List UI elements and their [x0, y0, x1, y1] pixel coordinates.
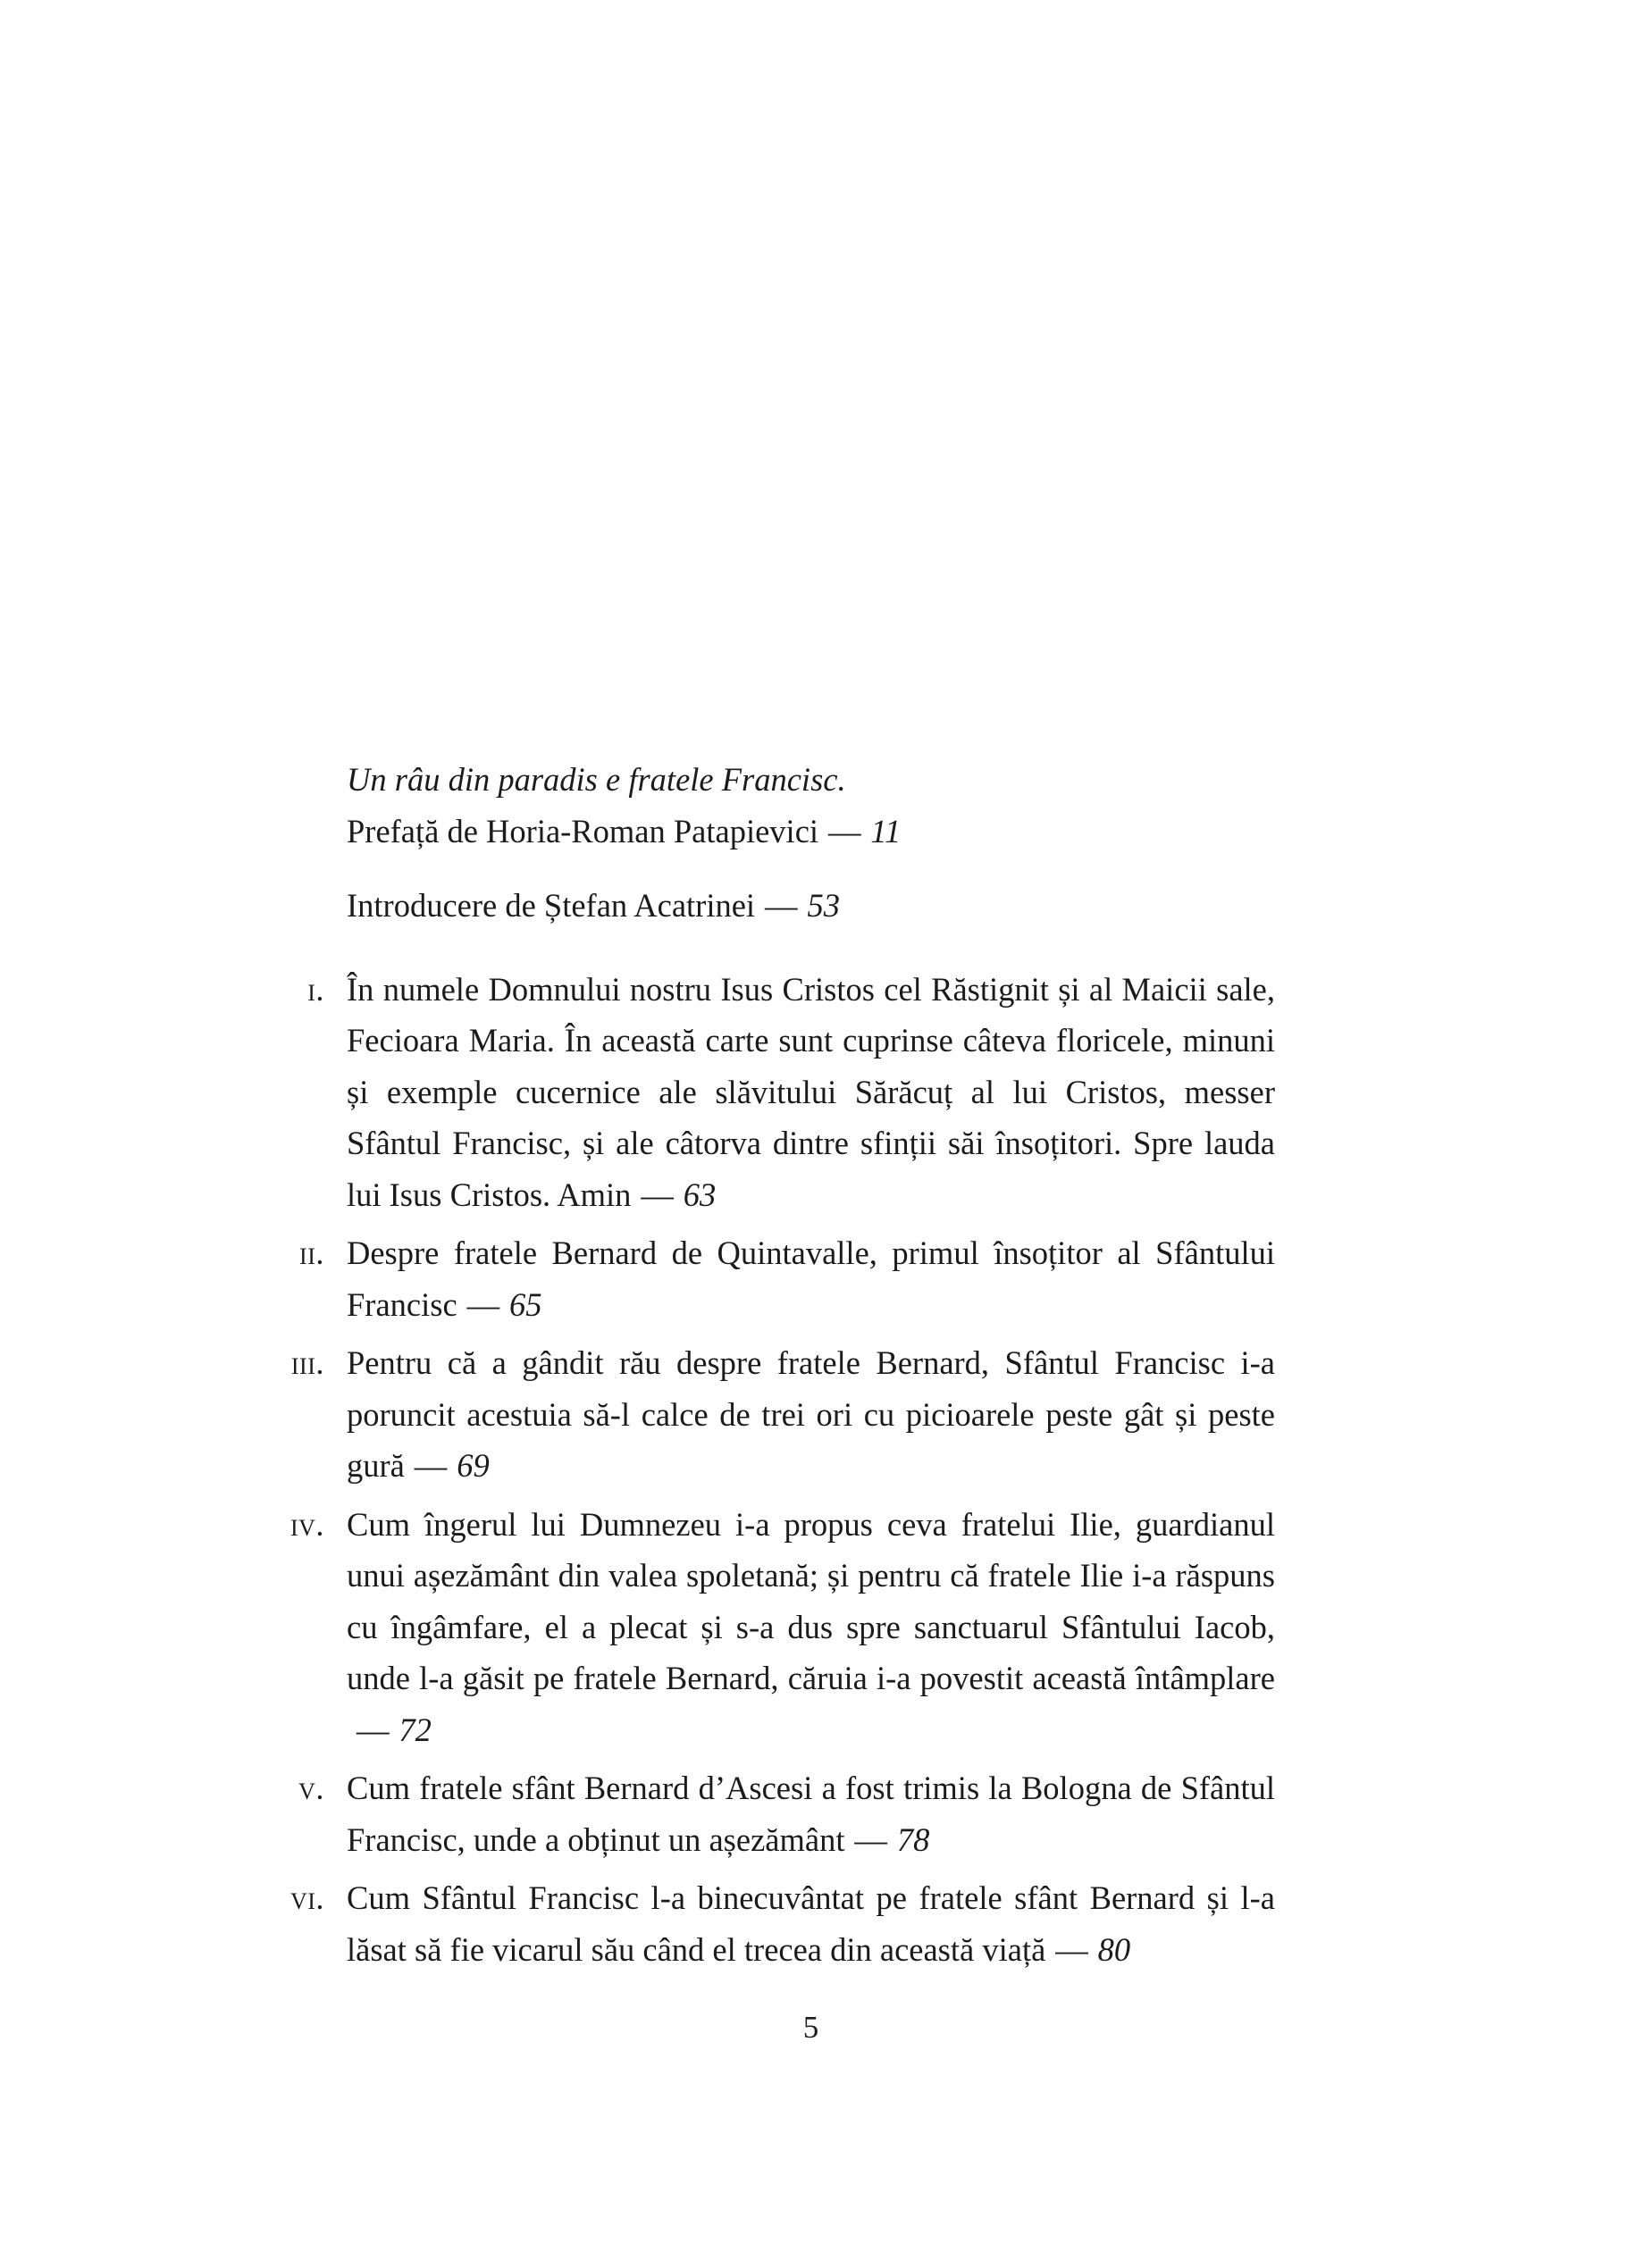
- chapter-numeral: i.: [307, 970, 324, 1008]
- toc-chapter-iii: [268, 1337, 1275, 1492]
- page-ref: 53: [807, 887, 840, 924]
- table-of-contents: [268, 754, 1275, 2054]
- em-dash: —: [1055, 1930, 1088, 1968]
- chapter-text-block: [347, 1227, 1275, 1330]
- chapter-text: Despre fratele Bernard de Quintavalle, primul însoțitor al Sfântului Francisc: [347, 1234, 1275, 1323]
- toc-chapter-v: [268, 1762, 1275, 1865]
- page-ref: 69: [457, 1447, 490, 1484]
- page-ref: 80: [1097, 1930, 1131, 1968]
- chapter-numeral: ii.: [299, 1234, 324, 1271]
- chapter-text: Cum fratele sfânt Bernard d’Ascesi a fost trimis la Bologna de Sfântul Francisc, unde a obținut un așezământ: [347, 1770, 1275, 1858]
- em-dash: —: [641, 1176, 674, 1213]
- page-ref: 65: [509, 1285, 542, 1323]
- chapter-text-block: [347, 1499, 1275, 1756]
- chapter-numeral: iv.: [289, 1505, 324, 1543]
- chapter-numeral: iii.: [290, 1344, 324, 1381]
- chapter-text-block: [347, 964, 1275, 1221]
- page-ref: 63: [683, 1176, 717, 1213]
- chapter-text: În numele Domnului nostru Isus Cristos cel Răstignit și al Maicii sale, Fecioara Maria. În această carte sunt cuprinse câteva floricele, minuni și exemple cucernice ale slăvitului Sărăcuț al lui Cristos, messer Sfântul Francisc, și ale câtorva dintre sfinții săi însoțitori. Spre lauda lui Isus Cristos. Amin: [347, 970, 1275, 1213]
- toc-chapter-ii: [268, 1227, 1275, 1330]
- toc-introduction-entry: [268, 880, 1275, 932]
- preface-line: [347, 806, 1275, 858]
- toc-chapter-vi: [268, 1872, 1275, 1975]
- page-ref: 72: [399, 1711, 432, 1748]
- em-dash: —: [827, 812, 861, 849]
- chapter-text: Pentru că a gândit rău despre fratele Bernard, Sfântul Francisc i-a poruncit acestuia să-l calce de trei ori cu picioarele peste gât și peste gură: [347, 1344, 1275, 1484]
- em-dash: —: [854, 1820, 887, 1858]
- introduction-text: Introducere de Ștefan Acatrinei: [347, 887, 756, 924]
- toc-chapter-iv: [268, 1499, 1275, 1756]
- chapter-numeral: v.: [298, 1770, 324, 1806]
- page-ref: 78: [896, 1820, 930, 1858]
- em-dash: —: [414, 1447, 448, 1484]
- chapter-text-block: [347, 1872, 1275, 1975]
- em-dash: —: [356, 1711, 390, 1748]
- preface-title-italic: Un râu din paradis e fratele Francisc.: [347, 761, 846, 798]
- page-number: 5: [802, 2010, 819, 2045]
- chapter-text-block: [347, 1762, 1275, 1865]
- preface-text: Prefață de Horia-Roman Patapievici: [347, 812, 819, 849]
- toc-chapter-i: [268, 964, 1275, 1221]
- em-dash: —: [466, 1285, 500, 1323]
- em-dash: —: [765, 887, 798, 924]
- toc-preface-entry: [268, 754, 1275, 857]
- chapter-text: Cum îngerul lui Dumnezeu i-a propus ceva fratelui Ilie, guardianul unui așezământ din valea spoletană; și pentru că fratele Ilie i-a răspuns cu îngâmfare, el a plecat și s-a dus spre sanctuarul Sfântului Iacob, unde l-a găsit pe fratele Bernard, căruia i-a povestit această întâmplare: [347, 1505, 1275, 1696]
- introduction-line: [347, 880, 1275, 932]
- chapter-text-block: [347, 1337, 1275, 1492]
- chapter-numeral: vi.: [289, 1879, 324, 1916]
- page-ref: 11: [870, 812, 902, 849]
- chapter-text: Cum Sfântul Francisc l-a binecuvântat pe fratele sfânt Bernard și l-a lăsat să fie vicarul său când el trecea din această viață: [347, 1879, 1275, 1968]
